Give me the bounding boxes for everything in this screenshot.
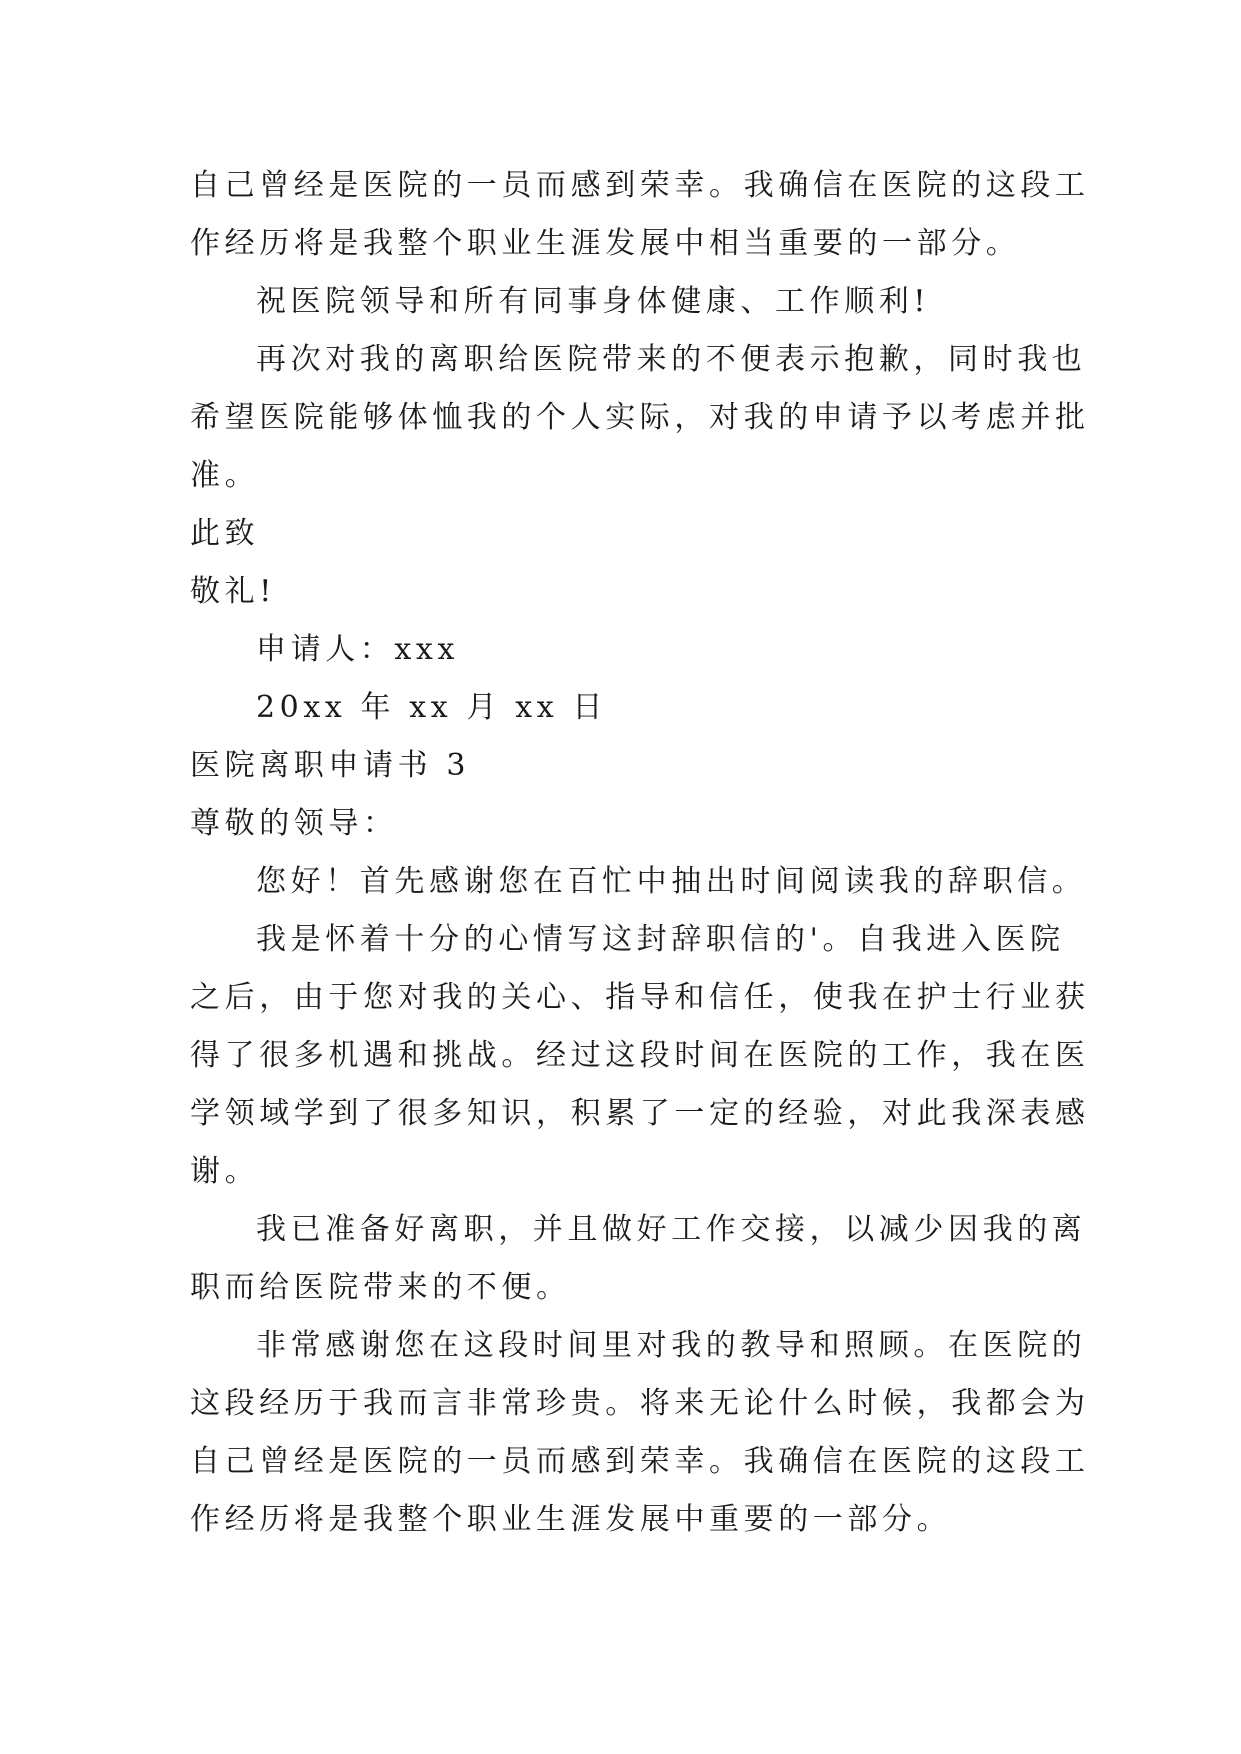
text-line: 谢。 — [190, 1154, 260, 1189]
text-line: 祝医院领导和所有同事身体健康、工作顺利! — [256, 284, 931, 319]
closing-salutation: 此致 — [190, 516, 260, 551]
text-line: 准。 — [190, 458, 260, 493]
applicant-signature: 申请人：xxx — [256, 632, 459, 667]
text-line: 您好！首先感谢您在百忙中抽出时间阅读我的辞职信。 — [256, 864, 1087, 899]
text-line: 职而给医院带来的不便。 — [190, 1270, 571, 1305]
text-line: 得了很多机遇和挑战。经过这段时间在医院的工作，我在医 — [190, 1038, 1090, 1073]
closing-regards: 敬礼! — [190, 574, 276, 609]
text-line: 这段经历于我而言非常珍贵。将来无论什么时候，我都会为 — [190, 1386, 1090, 1421]
text-line: 再次对我的离职给医院带来的不便表示抱歉，同时我也 — [256, 342, 1087, 377]
text-line: 学领域学到了很多知识，积累了一定的经验，对此我深表感 — [190, 1096, 1090, 1131]
text-line: 我已准备好离职，并且做好工作交接，以减少因我的离 — [256, 1212, 1087, 1247]
text-line: 自己曾经是医院的一员而感到荣幸。我确信在医院的这段工 — [190, 168, 1090, 203]
letter-greeting: 尊敬的领导： — [190, 806, 398, 841]
text-line: 自己曾经是医院的一员而感到荣幸。我确信在医院的这段工 — [190, 1444, 1090, 1479]
section-title: 医院离职申请书 3 — [190, 748, 471, 783]
text-line: 作经历将是我整个职业生涯发展中相当重要的一部分。 — [190, 226, 1021, 261]
text-line: 我是怀着十分的心情写这封辞职信的'。自我进入医院 — [256, 922, 1065, 957]
letter-date: 20xx 年 xx 月 xx 日 — [256, 690, 607, 725]
text-line: 希望医院能够体恤我的个人实际，对我的申请予以考虑并批 — [190, 400, 1090, 435]
text-line: 之后，由于您对我的关心、指导和信任，使我在护士行业获 — [190, 980, 1090, 1015]
text-line: 非常感谢您在这段时间里对我的教导和照顾。在医院的 — [256, 1328, 1087, 1363]
text-line: 作经历将是我整个职业生涯发展中重要的一部分。 — [190, 1502, 952, 1537]
